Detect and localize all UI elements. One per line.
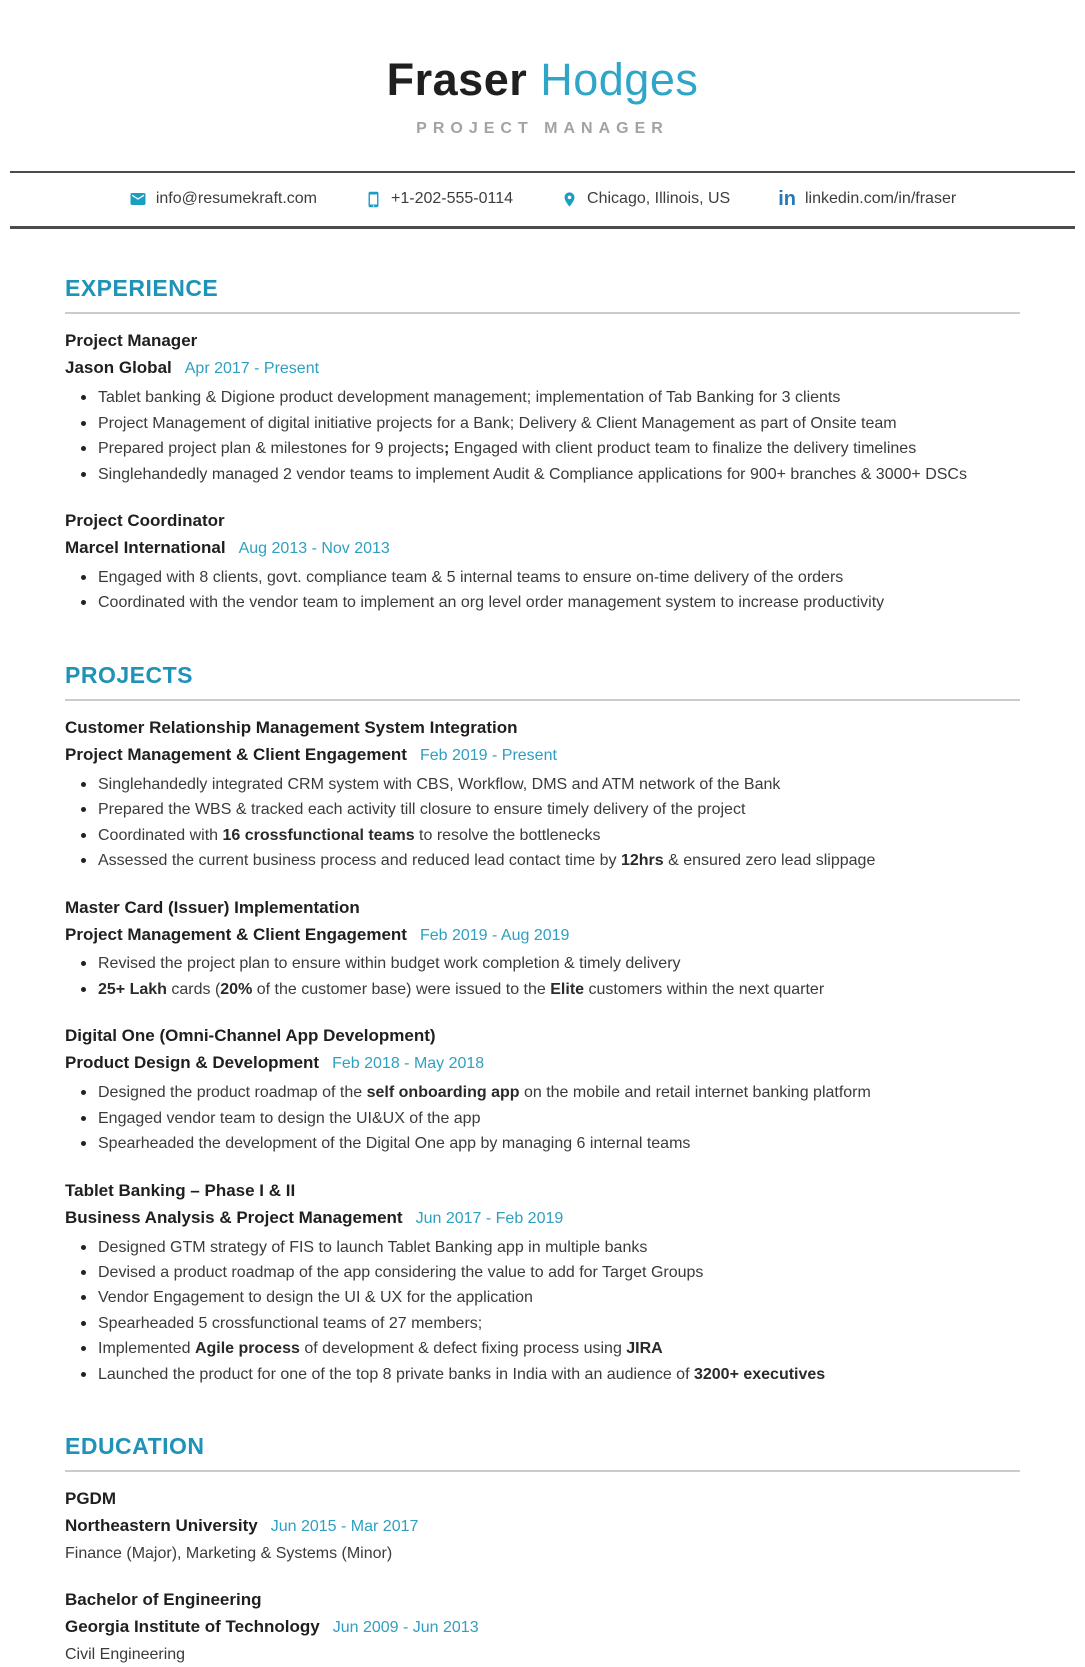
bullet-text — [98, 978, 824, 1002]
entry — [65, 1025, 1020, 1156]
bullet-dot — [81, 472, 86, 477]
bullet-text — [98, 773, 780, 797]
entry-title: Project Manager — [65, 331, 198, 351]
entry-title: Bachelor of Engineering — [65, 1590, 262, 1610]
bullet-segment: Vendor Engagement to design the UI & UX for the application — [98, 1289, 533, 1307]
bullet-dot — [81, 807, 86, 812]
bullet-item — [81, 463, 1020, 487]
entry-organization: Georgia Institute of Technology — [65, 1617, 320, 1637]
email-icon — [129, 190, 147, 208]
person-name — [0, 56, 1085, 103]
bullet-segment: Implemented — [98, 1340, 195, 1358]
bullet-segment: on the mobile and retail internet banking platform — [519, 1084, 871, 1102]
bullet-segment: Spearheaded 5 crossfunctional teams of 27 members; — [98, 1314, 483, 1332]
bullet-text — [98, 1337, 663, 1361]
bullet-text — [98, 463, 967, 487]
bullet-segment-bold: 12hrs — [620, 852, 664, 870]
entry-subtitle-row — [65, 1515, 1020, 1538]
bullet-item — [81, 566, 1020, 590]
contact-email — [129, 190, 317, 208]
bullet-item — [81, 1261, 1020, 1285]
bullet-dot — [81, 1141, 86, 1146]
entry-title: Customer Relationship Management System Integration — [65, 717, 518, 737]
section-divider — [65, 1470, 1020, 1472]
bullet-item — [81, 849, 1020, 873]
bullet-item — [81, 1081, 1020, 1105]
entry-subtitle-row — [65, 1052, 1020, 1075]
bullet-text — [98, 566, 843, 590]
linkedin-icon: in — [778, 188, 796, 211]
bullet-item — [81, 386, 1020, 410]
bullet-item — [81, 1363, 1020, 1387]
entry-date: Apr 2017 - Present — [184, 360, 320, 378]
entry-date: Jun 2015 - Mar 2017 — [270, 1518, 419, 1536]
bullet-segment-bold: 25+ Lakh — [98, 980, 167, 998]
bullet-item — [81, 798, 1020, 822]
resume-sections — [0, 275, 1085, 1667]
bullet-segment: Engaged vendor team to design the UI&UX of the app — [98, 1109, 481, 1127]
contact-row — [10, 189, 1075, 209]
entry-bullets — [65, 566, 1020, 616]
entry-date: Jun 2017 - Feb 2019 — [415, 1209, 564, 1227]
entry-organization: Northeastern University — [65, 1516, 258, 1536]
resume-header — [0, 0, 1085, 138]
bullet-item — [81, 952, 1020, 976]
contact-location — [561, 190, 730, 208]
bullet-segment: of development & defect fixing process using — [299, 1340, 627, 1358]
entry-organization: Project Management & Client Engagement — [65, 924, 407, 944]
bullet-text — [98, 1081, 871, 1105]
entry-bullets — [65, 1081, 1020, 1156]
bullet-segment: customers within the next quarter — [584, 980, 825, 998]
bullet-text — [98, 1132, 690, 1156]
entry-date: Feb 2018 - May 2018 — [332, 1055, 485, 1073]
section-entries — [65, 717, 1020, 1388]
entry — [65, 1488, 1020, 1566]
section-entries — [65, 330, 1020, 616]
bullet-segment: Assessed the current business process and reduced lead contact time by — [98, 852, 621, 870]
bullet-dot — [81, 1346, 86, 1351]
bullet-text — [98, 849, 875, 873]
bullet-item — [81, 824, 1020, 848]
bullet-segment: Project Management of digital initiative projects for a Bank; Delivery & Client Management as part of Onsite team — [98, 414, 897, 432]
section-experience — [65, 275, 1020, 616]
section-divider — [65, 312, 1020, 314]
bullet-dot — [81, 600, 86, 605]
entry-bullets — [65, 952, 1020, 1002]
bullet-item — [81, 1286, 1020, 1310]
bullet-text — [98, 412, 897, 436]
bullet-item — [81, 1132, 1020, 1156]
bullet-dot — [81, 1116, 86, 1121]
entry-subtitle-row — [65, 537, 1020, 560]
bullet-item — [81, 1236, 1020, 1260]
bullet-segment: Launched the product for one of the top 8 private banks in India with an audience of — [98, 1365, 694, 1383]
bullet-text — [98, 952, 681, 976]
entry — [65, 717, 1020, 874]
entry-date: Feb 2019 - Present — [419, 746, 557, 764]
entry-detail: Civil Engineering — [65, 1646, 186, 1664]
bullet-segment-bold: Elite — [550, 980, 585, 998]
section-entries — [65, 1488, 1020, 1667]
contact-email-text: info@resumekraft.com — [155, 190, 318, 208]
bullet-segment: to resolve the bottlenecks — [414, 826, 601, 844]
bullet-dot — [81, 1270, 86, 1275]
bullet-segment-bold: 20% — [220, 980, 253, 998]
bullet-text — [98, 1363, 825, 1387]
section-heading: EXPERIENCE — [65, 275, 219, 302]
bullet-dot — [81, 575, 86, 580]
entry — [65, 1180, 1020, 1388]
bullet-segment: Coordinated with — [98, 826, 223, 844]
bullet-segment-bold: 16 crossfunctional teams — [222, 826, 415, 844]
entry-organization: Jason Global — [65, 358, 172, 378]
bullet-text — [98, 1107, 480, 1131]
section-heading: PROJECTS — [65, 661, 193, 688]
entry-title: Digital One (Omni-Channel App Development) — [65, 1026, 436, 1046]
entry — [65, 330, 1020, 487]
bullet-dot — [81, 782, 86, 787]
bullet-dot — [81, 1372, 86, 1377]
bullet-text — [98, 386, 840, 410]
bullet-dot — [81, 421, 86, 426]
bullet-item — [81, 412, 1020, 436]
entry-subtitle-row — [65, 357, 1020, 380]
bullet-item — [81, 773, 1020, 797]
entry-date: Aug 2013 - Nov 2013 — [238, 539, 390, 557]
contact-linkedin — [778, 189, 956, 209]
bullet-segment-bold: Agile process — [194, 1340, 300, 1358]
bullet-item — [81, 978, 1020, 1002]
contact-bar — [10, 171, 1075, 229]
bullet-segment: Spearheaded the development of the Digital One app by managing 6 internal teams — [98, 1135, 691, 1153]
bullet-segment: of the customer base) were issued to the — [252, 980, 551, 998]
contact-linkedin-text: linkedin.com/in/fraser — [805, 190, 957, 208]
bullet-dot — [81, 1245, 86, 1250]
last-name: Hodges — [540, 54, 699, 105]
bullet-segment: Designed GTM strategy of FIS to launch Tablet Banking app in multiple banks — [98, 1238, 648, 1256]
entry — [65, 897, 1020, 1003]
bullet-segment: Designed the product roadmap of the — [98, 1084, 367, 1102]
contact-location-text: Chicago, Illinois, US — [587, 190, 731, 208]
entry-title: Master Card (Issuer) Implementation — [65, 897, 360, 917]
bullet-segment: Prepared project plan & milestones for 9 projects — [98, 440, 444, 458]
bullet-text — [98, 824, 600, 848]
bullet-segment-bold: 3200+ executives — [693, 1365, 826, 1383]
entry — [65, 1589, 1020, 1667]
bullet-segment: Engaged with client product team to finalize the delivery timelines — [449, 440, 917, 458]
contact-phone — [365, 190, 513, 208]
bullet-text — [98, 591, 884, 615]
bullet-segment: Singlehandedly managed 2 vendor teams to implement Audit & Compliance applications for 900+ branches & 3000+ DSCs — [98, 465, 967, 483]
bullet-segment: & ensured zero lead slippage — [663, 852, 876, 870]
entry-organization: Business Analysis & Project Management — [65, 1207, 403, 1227]
bullet-dot — [81, 858, 86, 863]
entry-organization: Marcel International — [65, 537, 226, 557]
entry-title: Project Coordinator — [65, 511, 225, 530]
bullet-item — [81, 1337, 1020, 1361]
bullet-segment: Devised a product roadmap of the app considering the value to add for Target Groups — [98, 1264, 704, 1281]
bullet-text — [98, 437, 916, 461]
entry-subtitle-row — [65, 1616, 1020, 1639]
entry-bullets — [65, 1236, 1020, 1388]
bullet-item — [81, 1312, 1020, 1336]
bullet-dot — [81, 1321, 86, 1326]
section-divider — [65, 699, 1020, 701]
bullet-segment: Singlehandedly integrated CRM system with CBS, Workflow, DMS and ATM network of the Bank — [98, 775, 781, 793]
first-name: Fraser — [386, 54, 528, 105]
bullet-segment: Tablet banking & Digione product development management; implementation of Tab Banking for 3 clients — [98, 389, 841, 407]
bullet-dot — [81, 395, 86, 400]
bullet-text — [98, 1312, 482, 1336]
bullet-item — [81, 437, 1020, 461]
entry-subtitle-row — [65, 1207, 1020, 1230]
bullet-segment: cards ( — [166, 980, 221, 998]
bullet-dot — [81, 833, 86, 838]
bullet-item — [81, 1107, 1020, 1131]
bullet-segment-bold: JIRA — [626, 1340, 663, 1358]
bullet-segment: Prepared the WBS & tracked each activity till closure to ensure timely delivery of the project — [98, 801, 746, 819]
entry-subtitle-row — [65, 924, 1020, 947]
bullet-dot — [81, 1090, 86, 1095]
entry-bullets — [65, 386, 1020, 487]
entry-bullets — [65, 773, 1020, 874]
bullet-dot — [81, 1295, 86, 1300]
entry-date: Jun 2009 - Jun 2013 — [332, 1619, 479, 1637]
contact-phone-text: +1-202-555-0114 — [391, 190, 514, 208]
entry-organization: Project Management & Client Engagement — [65, 744, 407, 764]
entry-title: Tablet Banking – Phase I & II — [65, 1180, 296, 1200]
section-projects — [65, 662, 1020, 1388]
entry-organization: Product Design & Development — [65, 1053, 320, 1073]
bullet-dot — [81, 961, 86, 966]
job-title: PROJECT MANAGER — [416, 120, 669, 138]
section-heading: EDUCATION — [65, 1433, 205, 1460]
entry — [65, 510, 1020, 616]
bullet-text — [98, 1286, 533, 1310]
phone-icon — [365, 191, 382, 208]
section-education — [65, 1433, 1020, 1667]
bullet-text — [98, 1236, 647, 1260]
entry-date: Feb 2019 - Aug 2019 — [419, 926, 570, 944]
bullet-dot — [81, 446, 86, 451]
entry-detail: Finance (Major), Marketing & Systems (Minor) — [65, 1545, 393, 1563]
entry-subtitle-row — [65, 744, 1020, 767]
bullet-dot — [81, 987, 86, 992]
bullet-segment: Engaged with 8 clients, govt. compliance team & 5 internal teams to ensure on-time delivery of the orders — [98, 568, 844, 586]
bullet-segment-bold: self onboarding app — [366, 1084, 520, 1102]
bullet-text — [98, 798, 745, 822]
bullet-text — [98, 1261, 703, 1285]
bullet-item — [81, 591, 1020, 615]
bullet-segment: Coordinated with the vendor team to implement an org level order management system to increase productivity — [98, 594, 885, 612]
entry-title: PGDM — [65, 1489, 116, 1509]
bullet-segment-bold: ; — [443, 440, 450, 458]
location-icon — [561, 191, 578, 208]
bullet-segment: Revised the project plan to ensure within budget work completion & timely delivery — [98, 955, 681, 973]
